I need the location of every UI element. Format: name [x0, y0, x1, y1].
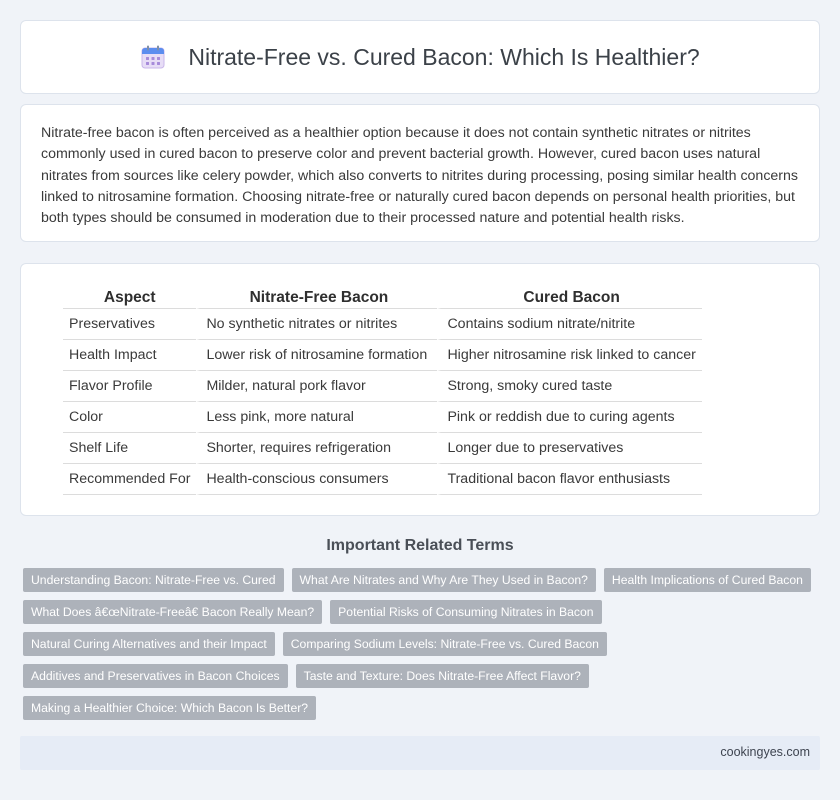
intro-paragraph: Nitrate-free bacon is often perceived as a healthier option because it does not contain synthetic nitrates or nitrites commonly used in cured bacon to preserve color and prevent bacterial growth. However, cured bacon uses natural nitrates from sources like celery powder, which also converts to nitrites during processing, posing similar health concerns linked to nitrosamine formation. Choosing nitrate-free or naturally cured bacon depends on personal health priorities, but both types should be consumed in moderation due to their processed nature and potential health risks. — [41, 125, 799, 227]
table-row — [63, 464, 702, 495]
related-tag[interactable]: Health Implications of Cured Bacon — [604, 568, 811, 592]
cell-cured: Longer due to preservatives — [437, 433, 701, 464]
cell-cured: Strong, smoky cured taste — [437, 371, 701, 402]
tag-row — [23, 632, 823, 656]
cell-cured: Contains sodium nitrate/nitrite — [437, 309, 701, 340]
related-tag[interactable]: Additives and Preservatives in Bacon Choices — [23, 664, 288, 688]
cell-nitrate-free: Milder, natural pork flavor — [196, 371, 437, 402]
cell-aspect: Recommended For — [63, 464, 196, 495]
title-wrap — [140, 44, 699, 71]
cell-aspect: Color — [63, 402, 196, 433]
table-row — [63, 433, 702, 464]
cell-nitrate-free: Less pink, more natural — [196, 402, 437, 433]
calendar-icon — [140, 44, 166, 70]
footer-site-name: cookingyes.com — [720, 745, 810, 759]
page-title: Nitrate-Free vs. Cured Bacon: Which Is Healthier? — [188, 43, 700, 70]
cell-cured: Higher nitrosamine risk linked to cancer — [437, 340, 701, 371]
header-aspect: Aspect — [63, 287, 196, 309]
cell-nitrate-free: Shorter, requires refrigeration — [196, 433, 437, 464]
related-terms-tags — [23, 568, 823, 728]
related-tag[interactable]: What Are Nitrates and Why Are They Used in Bacon? — [292, 568, 596, 592]
header-cured: Cured Bacon — [437, 287, 701, 309]
cell-nitrate-free: Health-conscious consumers — [196, 464, 437, 495]
intro-card — [20, 104, 820, 242]
cell-nitrate-free: No synthetic nitrates or nitrites — [196, 309, 437, 340]
related-tag[interactable]: Comparing Sodium Levels: Nitrate-Free vs. Cured Bacon — [283, 632, 607, 656]
cell-aspect: Health Impact — [63, 340, 196, 371]
header-card — [20, 20, 820, 94]
table-row — [63, 371, 702, 402]
related-tag[interactable]: Potential Risks of Consuming Nitrates in Bacon — [330, 600, 601, 624]
related-tag[interactable]: Understanding Bacon: Nitrate-Free vs. Cured — [23, 568, 284, 592]
related-terms-title: Important Related Terms — [326, 537, 514, 554]
related-tag[interactable]: Making a Healthier Choice: Which Bacon Is Better? — [23, 696, 316, 720]
cell-nitrate-free: Lower risk of nitrosamine formation — [196, 340, 437, 371]
cell-aspect: Flavor Profile — [63, 371, 196, 402]
cell-cured: Pink or reddish due to curing agents — [437, 402, 701, 433]
cell-aspect: Preservatives — [63, 309, 196, 340]
table-header-row — [63, 287, 702, 309]
related-tag[interactable]: Taste and Texture: Does Nitrate-Free Affect Flavor? — [296, 664, 589, 688]
tag-row — [23, 696, 823, 720]
tag-row — [23, 568, 823, 592]
related-tag[interactable]: Natural Curing Alternatives and their Impact — [23, 632, 275, 656]
cell-aspect: Shelf Life — [63, 433, 196, 464]
table-row — [63, 402, 702, 433]
footer — [20, 736, 820, 770]
header-nitrate-free: Nitrate-Free Bacon — [196, 287, 437, 309]
tag-row — [23, 600, 823, 624]
related-tag[interactable]: What Does â€œNitrate-Freeâ€ Bacon Really Mean? — [23, 600, 322, 624]
comparison-table-card — [20, 263, 820, 516]
cell-cured: Traditional bacon flavor enthusiasts — [437, 464, 701, 495]
comparison-table — [63, 287, 702, 495]
table-row — [63, 340, 702, 371]
table-row — [63, 309, 702, 340]
tag-row — [23, 664, 823, 688]
